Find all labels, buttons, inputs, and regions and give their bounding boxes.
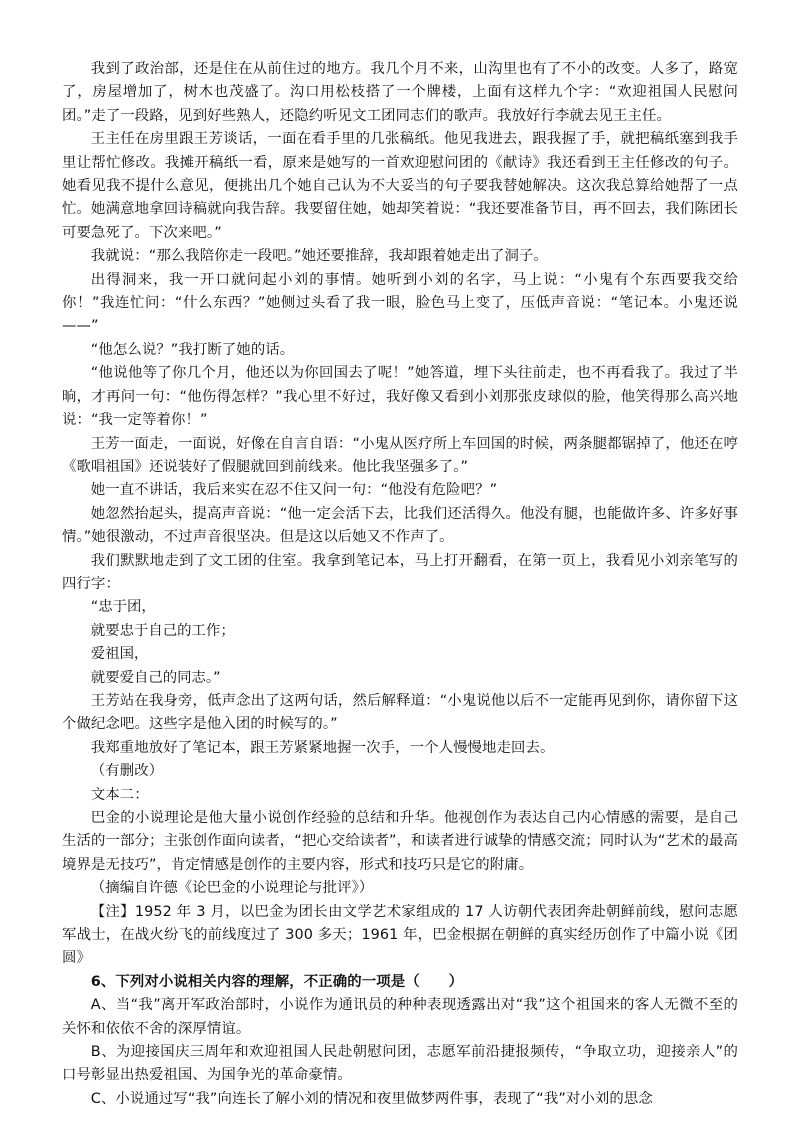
paragraph: 我到了政治部，还是住在从前住过的地方。我几个月不来，山沟里也有了不小的改变。人多了，路宽了，房屋增加了，树木也茂盛了。沟口用松枝搭了一个牌楼，上面有这样九个字：“欢迎祖国人民慰问团。”走了一段路，见到好些熟人，还隐约听见文工团同志们的歌声。我放好行李就去见王主任。 [62,61,738,124]
paragraph: 她一直不讲话，我后来实在忍不住又问一句：“他没有危险吧？” [90,482,498,499]
poem-line: 就要忠于自己的工作； [90,622,235,639]
source-citation: （摘编自许德《论巴金的小说理论与批评》） [90,880,374,897]
paragraph: 她忽然抬起头，提高声音说：“他一定会活下去，比我们还活得久。他没有腿，也能做许多、许多好事情。”她很激动，不过声音很坚决。但是这以后她又不作声了。 [62,505,738,546]
paragraph: 出得洞来，我一开口就问起小刘的事情。她听到小刘的名字，马上说：“小鬼有个东西要我交给你！”我连忙问：“什么东西？”她侧过头看了我一眼，脸色马上变了，压低声音说：“笔记本。小鬼还说——” [62,271,738,335]
poem-line: 就要爱自己的同志。” [90,669,221,686]
paragraph: 我就说：“那么我陪你走一段吧。”她还要推辞，我却跟着她走出了洞子。 [90,248,548,265]
paragraph: “他说他等了你几个月，他还以为你回国去了呢！”她答道，埋下头往前走，也不再看我了。我过了半晌，才再问一句：“他伤得怎样？”我心里不好过，我好像又看到小刘那张皮球似的脸，他笑得那么高兴地说：“我一定等着你！” [62,365,738,429]
paragraph: 我郑重地放好了笔记本，跟王芳紧紧地握一次手，一个人慢慢地走回去。 [90,739,555,756]
revision-note: （有删改） [90,763,164,780]
paragraph: “他怎么说？”我打断了她的话。 [90,341,295,358]
question-6: 6、下列对小说相关内容的理解，不正确的一项是（ ） [90,973,464,990]
poem-line: “忠于团， [90,599,156,616]
paragraph: 王主任在房里跟王芳谈话，一面在看手里的几张稿纸。他见我进去，跟我握了手，就把稿纸塞到我手里让帮忙修改。我摊开稿纸一看，原来是她写的一首欢迎慰问团的《献诗》我还看到王主任修改的句子。她看见我不提什么意见，便挑出几个她自己认为不大妥当的句子要我替她解决。这次我总算给她帮了一点忙。她满意地拿回诗稿就向我告辞。我要留住她，她却笑着说：“我还要准备节目，再不回去，我们陈团长可要急死了。下次来吧。” [62,131,738,241]
poem-line: 爱祖国， [90,646,149,663]
paragraph: 王芳一面走，一面说，好像在自言自语：“小鬼从医疗所上车回国的时候，两条腿都锯掉了，他还在哼《歌唱祖国》还说装好了假腿就回到前线来。他比我坚强多了。” [62,435,738,475]
paragraph: 我们默默地走到了文工团的住室。我拿到笔记本，马上打开翻看，在第一页上，我看见小刘亲笔写的四行字： [62,552,738,592]
option-a: A、当“我”离开军政治部时，小说作为通讯员的种种表现透露出对“我”这个祖国来的客人无微不至的关怀和依依不舍的深厚情谊。 [62,997,738,1037]
text-column [62,58,738,1111]
option-b: B、为迎接国庆三周年和欢迎祖国人民赴朝慰问团，志愿军前沿捷报频传，“争取立功，迎接亲人”的口号彰显出热爱祖国、为国争光的革命豪情。 [62,1044,738,1084]
paragraph: 巴金的小说理论是他大量小说创作经验的总结和升华。他视创作为表达自己内心情感的需要，是自己生活的一部分；主张创作面向读者，“把心交给读者”，和读者进行诚挚的情感交流；同时认为“艺术的最高境界是无技巧”，肯定情感是创作的主要内容，形式和技巧只是它的附庸。 [62,810,738,873]
footnote: 【注】1952 年 3 月，以巴金为团长由文学艺术家组成的 17 人访朝代表团奔赴朝鲜前线，慰问志愿军战士，在战火纷飞的前线度过了 300 多天；1961 年，巴金根据在朝鲜的真实经历创作了中篇小说《团圆》 [62,903,738,967]
paragraph: 王芳站在我身旁，低声念出了这两句话，然后解释道：“小鬼说他以后不一定能再见到你，请你留下这个做纪念吧。这些字是他入团的时候写的。” [62,692,738,733]
option-c: C、小说通过写“我”向连长了解小刘的情况和夜里做梦两件事，表现了“我”对小刘的思念 [90,1090,653,1107]
section-label: 文本二： [90,786,149,803]
